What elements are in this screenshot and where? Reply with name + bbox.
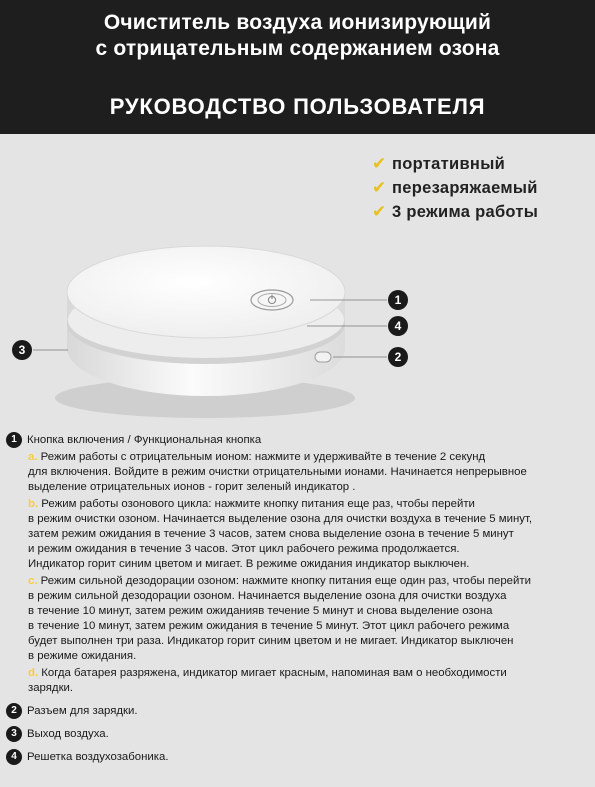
item-2-text: Разъем для зарядки. [27, 705, 138, 718]
check-icon: ✔ [372, 154, 387, 173]
check-icon: ✔ [372, 178, 387, 197]
mode-b-line: Режим работы озонового цикла: нажмите кнопку питания еще раз, чтобы перейти [41, 498, 475, 511]
feature-label: перезаряжаемый [392, 179, 538, 197]
mode-b-line: в режим очистки озоном. Начинается выделение озона для очистки воздуха в течение 5 минут, [28, 513, 533, 526]
mode-b-line: и режим ожидания в течение 3 часов. Этот цикл рабочего режима продолжается. [28, 543, 460, 556]
mode-b-line: Индикатор горит синим цветом и мигает. В режиме ожидания индикатор выключен. [28, 558, 470, 571]
feature-label: 3 режима работы [392, 203, 539, 221]
mode-a-line: выделение отрицательных ионов - горит зеленый индикатор . [28, 481, 356, 494]
item-4-text: Решетка воздухозабоника. [27, 751, 169, 764]
item-3-text: Выход воздуха. [27, 728, 109, 741]
feature-item [372, 200, 538, 224]
mode-d-letter: d. [28, 667, 39, 680]
item-1-number: 1 [6, 432, 22, 448]
item-1-title: Кнопка включения / Функциональная кнопка [27, 434, 262, 447]
features-list [372, 152, 538, 224]
callout-1: 1 [388, 290, 408, 310]
mode-b-line: затем режим ожидания в течение 3 часов, затем снова выделение озона в течение 5 минут [28, 528, 514, 541]
feature-label: портативный [392, 155, 506, 173]
document-subtitle: РУКОВОДСТВО ПОЛЬЗОВАТЕЛЯ [109, 94, 486, 119]
mode-c-line: будет выполнен три раза. Индикатор горит синим цветом и не мигает. Индикатор выключен [28, 635, 514, 648]
mode-d [28, 666, 591, 696]
title-line-2: с отрицательным содержанием озона [95, 37, 500, 60]
feature-item [372, 152, 538, 176]
power-button [251, 290, 293, 310]
mode-c-letter: c. [28, 575, 38, 588]
mode-c-line: в течение 10 минут, затем режим ожидания в течение 5 минут. Этот цикл рабочего режима [28, 620, 510, 633]
item-3-number: 3 [6, 726, 22, 742]
mode-a-line: для включения. Войдите в режим очистки отрицательными ионами. Начинается непрерывное [28, 466, 527, 479]
mode-c [28, 574, 591, 664]
description-section [6, 432, 591, 765]
device-illustration [0, 228, 595, 428]
mode-a-letter: a. [28, 451, 38, 464]
mode-d-line: зарядки. [28, 682, 74, 695]
callout-2: 2 [388, 347, 408, 367]
callout-3: 3 [12, 340, 32, 360]
header-banner [0, 0, 595, 134]
mode-a [28, 450, 591, 495]
mode-b-letter: b. [28, 498, 39, 511]
check-icon: ✔ [372, 202, 387, 221]
item-2-number: 2 [6, 703, 22, 719]
feature-item [372, 176, 538, 200]
device-top [67, 246, 345, 338]
mode-b [28, 497, 591, 572]
item-2 [6, 703, 591, 719]
item-3 [6, 726, 591, 742]
mode-a-line: Режим работы с отрицательным ионом: нажмите и удерживайте в течение 2 секунд [40, 451, 486, 464]
item-4-number: 4 [6, 749, 22, 765]
mode-c-line: в режиме ожидания. [28, 650, 137, 663]
callout-4: 4 [388, 316, 408, 336]
document-title [0, 10, 595, 62]
item-4 [6, 749, 591, 765]
item-1-header [6, 432, 591, 448]
mode-d-line: Когда батарея разряжена, индикатор мигает красным, напоминая вам о необходимости [41, 667, 507, 680]
charge-port [315, 352, 331, 362]
mode-c-line: в режим сильной дезодорации озоном. Начинается выделение озона для очистки воздуха [28, 590, 507, 603]
mode-c-line: Режим сильной дезодорации озоном: нажмите кнопку питания еще один раз, чтобы перейти [40, 575, 531, 588]
mode-c-line: в течение 10 минут, затем режим ожиданияв течение 5 минут и снова выделение озона [28, 605, 493, 618]
title-line-1: Очиститель воздуха ионизирующий [103, 11, 492, 34]
